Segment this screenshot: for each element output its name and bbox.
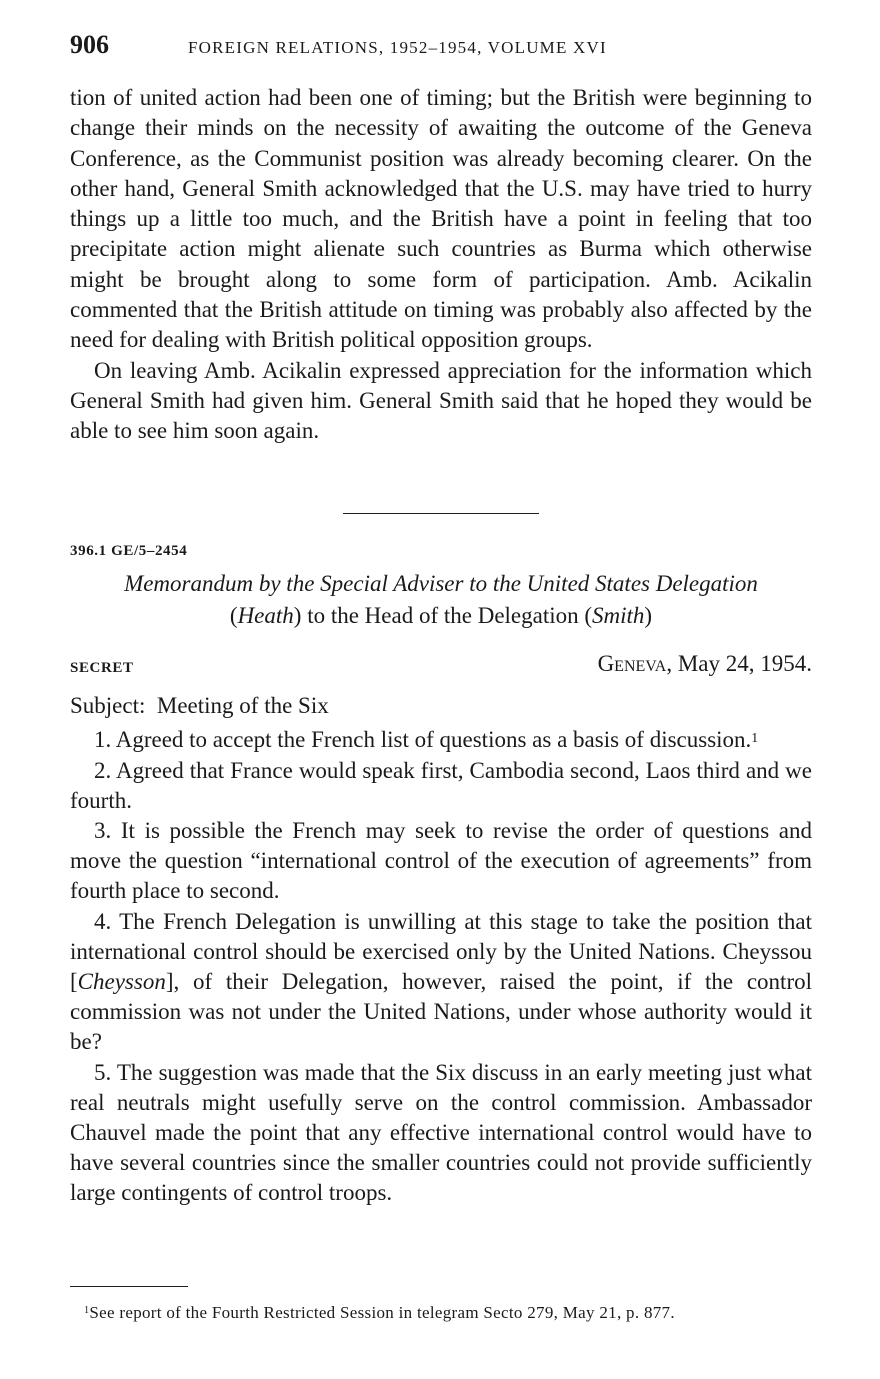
memo-body [70, 691, 812, 1209]
page-number: 906 [70, 30, 109, 59]
memo-item-5: 5. The suggestion was made that the Six discuss in an early meeting just what real neutrals might usefully serve on the control commission. Ambassador Chauvel made the point that any effective international control would have to have several countries since the smaller countries could not provide sufficiently large contingents of control troops. [70, 1059, 812, 1206]
memo-item-3: 3. It is possible the French may seek to revise the order of questions and move the question “international control of the execution of agreements” from fourth place to second. [70, 818, 812, 904]
date: , May 24, 1954. [666, 651, 812, 676]
footnote-marker: 1 [84, 1305, 90, 1316]
dateline [598, 651, 812, 677]
memo-item-2: 2. Agreed that France would speak first, Cambodia second, Laos third and we fourth. [70, 757, 812, 813]
corrected-name: Cheysson [77, 969, 166, 995]
closing-paragraph: On leaving Amb. Acikalin expressed appreciation for the information which General Smith had given him. General Smith said that he hoped they would be able to see him soon again. [70, 357, 812, 444]
running-head [70, 30, 812, 66]
classification-marking: SECRET [70, 660, 134, 676]
footnote-reference: 1 [751, 730, 759, 746]
document-title [70, 568, 812, 632]
file-number: 396.1 GE/5–2454 [70, 543, 188, 559]
memo-item-4: 4. The French Delegation is unwilling at this stage to take the position that international control should be exercised only by the United Nations. Cheyssou [Cheysson], of their Delegation, however, raised the point, if the control commission was not under the United Nations, under whose authority would it be? [70, 908, 812, 1055]
author-name: Heath [237, 603, 294, 628]
place: Geneva [597, 651, 667, 676]
running-head-title: FOREIGN RELATIONS, 1952–1954, VOLUME XVI [188, 38, 607, 57]
section-divider [343, 513, 539, 514]
previous-document-text [70, 83, 812, 447]
footnote-divider [70, 1286, 188, 1287]
footnote [70, 1301, 812, 1325]
recipient-name: Smith [592, 603, 645, 628]
memo-item-1: 1. Agreed to accept the French list of questions as a basis of discussion.$^1$ [94, 727, 759, 753]
document-title-line-1: Memorandum by the Special Adviser to the United States Delegation [124, 571, 758, 596]
continuation-paragraph: tion of united action had been one of timing; but the British were beginning to change their minds on the necessity of awaiting the outcome of the Geneva Conference, as the Communist position was already becoming clearer. On the other hand, General Smith acknowledged that the U.S. may have tried to hurry things up a little too much, and the British have a point in feeling that too precipitate action might alienate such countries as Burma which otherwise might be brought along to some form of participation. Amb. Acikalin commented that the British attitude on timing was probably also affected by the need for dealing with British political opposition groups. [70, 85, 812, 353]
document-title-line-2: (Heath) to the Head of the Delegation (Smith) [229, 603, 653, 628]
footnote-text: See report of the Fourth Restricted Session in telegram Secto 279, May 21, p. 877. [89, 1303, 675, 1322]
subject-label: Subject: [70, 693, 146, 718]
subject-value: Meeting of the Six [156, 693, 329, 718]
subject-line [70, 691, 812, 721]
